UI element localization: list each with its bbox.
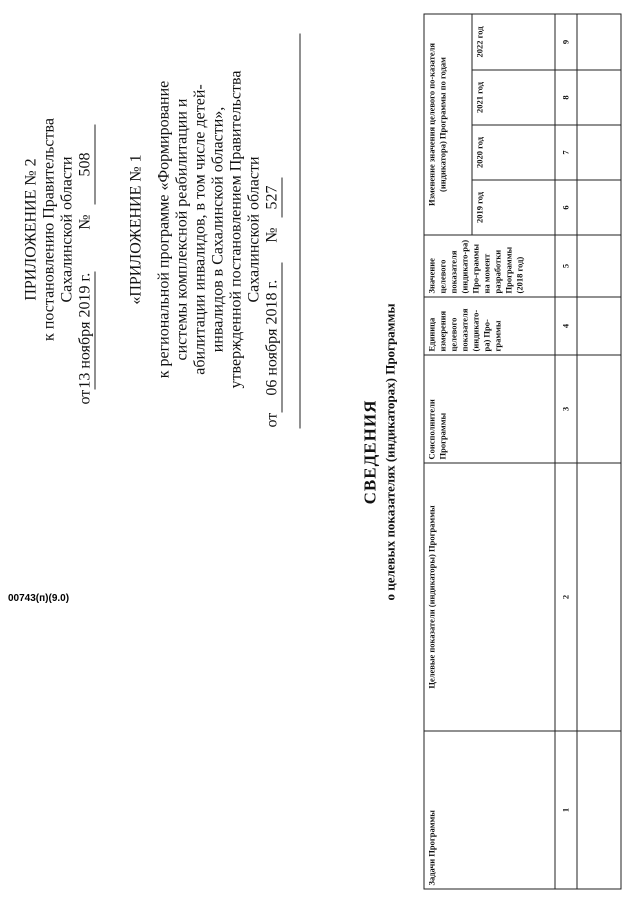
- appendix-number: 508: [77, 124, 96, 204]
- col-header-2020: 2020 год: [472, 125, 554, 180]
- table-cell-empty: [577, 180, 621, 235]
- table-cell-empty: [577, 355, 621, 463]
- table-cell-empty: [577, 125, 621, 180]
- col-header-unit: Единица измерения целевого показателя (индикато-ра) Про-граммы: [424, 297, 555, 355]
- prior-from-label: от: [263, 412, 281, 428]
- col-number-3: 3: [555, 355, 577, 463]
- appendix-date: 13 ноября 2019 г.: [76, 272, 94, 389]
- table-cell-empty: [577, 70, 621, 125]
- signature-rule: [300, 34, 301, 429]
- col-number-1: 1: [555, 731, 577, 889]
- col-number-4: 4: [555, 297, 577, 355]
- col-number-5: 5: [555, 235, 577, 297]
- appendix-title: ПРИЛОЖЕНИЕ № 2: [22, 158, 40, 301]
- col-header-indicators: Целевые показатели (индикаторы) Программы: [424, 463, 555, 731]
- prior-number-label: №: [263, 227, 281, 243]
- prior-line-5: утвержденной постановлением Правительства: [227, 70, 245, 389]
- prior-line-2: системы комплексной реабилитации и: [173, 98, 191, 361]
- appendix-line-1: к постановлению Правительства: [40, 118, 58, 341]
- prior-appendix-title: «ПРИЛОЖЕНИЕ № 1: [127, 154, 145, 305]
- col-header-2021: 2021 год: [472, 70, 554, 125]
- appendix-from-label: от: [76, 389, 94, 405]
- footer-code: 00743(п)(9.0): [8, 593, 70, 604]
- prior-number: 527: [264, 177, 283, 217]
- col-header-2019: 2019 год: [472, 180, 554, 235]
- doc-subtitle: о целевых показателях (индикаторах) Программы: [382, 303, 398, 601]
- col-header-2022: 2022 год: [472, 14, 554, 70]
- prior-line-6: Сахалинской области: [245, 156, 263, 303]
- table-cell-empty: [577, 731, 621, 889]
- col-number-7: 7: [555, 125, 577, 180]
- prior-line-3: абилитации инвалидов, в том числе детей-: [191, 84, 209, 375]
- appendix-line-2: Сахалинской области: [58, 156, 76, 303]
- prior-date: 06 ноября 2018 г.: [264, 263, 283, 413]
- col-header-tasks: Задачи Программы: [424, 731, 555, 889]
- col-number-2: 2: [555, 463, 577, 731]
- rotated-page: [1, 0, 640, 905]
- prior-date-line: [264, 177, 283, 427]
- col-number-9: 9: [555, 14, 577, 70]
- prior-line-1: к региональной программе «Формирование: [155, 80, 173, 379]
- doc-title: СВЕДЕНИЯ: [360, 399, 380, 505]
- table-cell-empty: [577, 463, 621, 731]
- col-header-coexecutors: Соисполнители Программы: [424, 355, 555, 463]
- table-cell-empty: [577, 14, 621, 70]
- prior-line-4: инвалидов в Сахалинской области»,: [209, 106, 227, 353]
- table-cell-empty: [577, 235, 621, 297]
- col-number-6: 6: [555, 180, 577, 235]
- col-header-change-by-year: Изменение значения целевого по-казателя (индикатора) Программы по годам: [424, 14, 472, 235]
- appendix-date-line: [77, 124, 96, 404]
- col-number-8: 8: [555, 70, 577, 125]
- indicators-table: [424, 13, 622, 889]
- table-cell-empty: [577, 297, 621, 355]
- appendix-number-label: №: [76, 214, 94, 230]
- col-header-base-value: Значение целевого показателя (индикато-ра) Про-граммы на момент разработки Программы (2018 год): [424, 235, 555, 297]
